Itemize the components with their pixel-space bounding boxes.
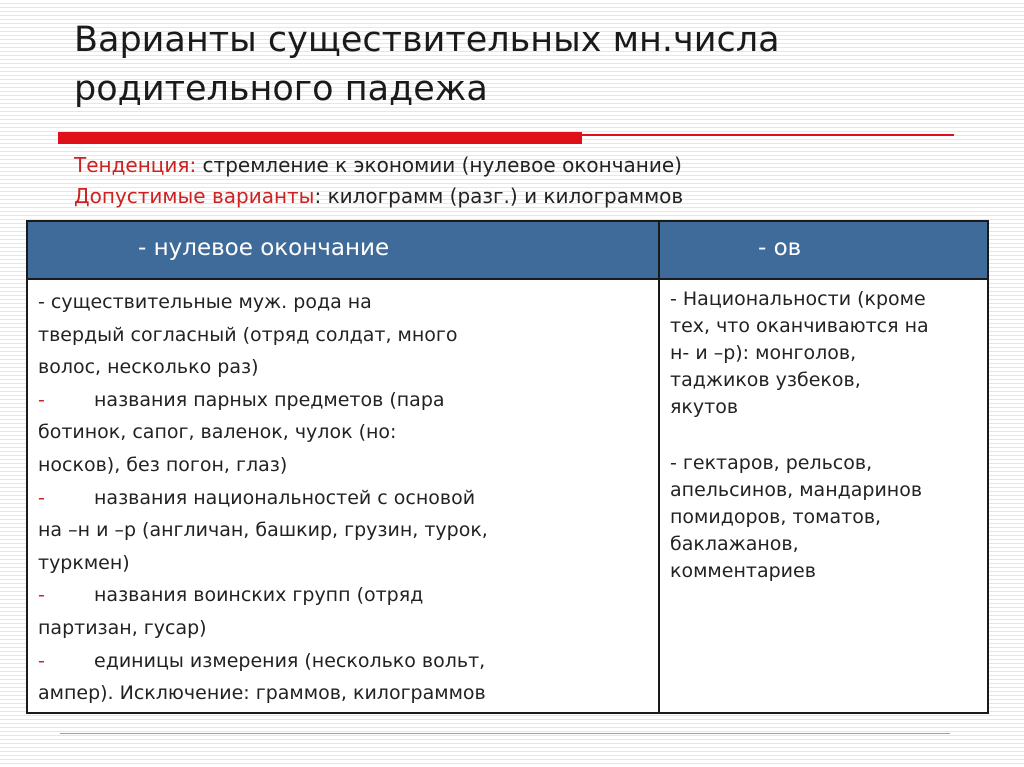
tendency-text: стремление к экономии (нулевое окончание) bbox=[196, 153, 682, 177]
ov-ending-cell bbox=[670, 286, 985, 585]
slide-title-line-1: Варианты существительных мн.числа bbox=[74, 20, 780, 60]
list-item-text: названия парных предметов (пара bbox=[94, 388, 445, 411]
header-ov-ending: - ов bbox=[758, 235, 802, 261]
words-line: баклажанов, bbox=[670, 533, 799, 555]
list-item bbox=[38, 482, 653, 515]
variants-line bbox=[74, 183, 683, 209]
tendency-label: Тенденция: bbox=[74, 153, 197, 177]
list-item-text: названия воинских групп (отряд bbox=[94, 584, 424, 607]
intro-line: - существительные муж. рода на bbox=[38, 291, 372, 313]
comparison-table bbox=[26, 220, 989, 714]
variants-text: : килограмм (разг.) и килограммов bbox=[314, 184, 684, 208]
tendency-line bbox=[74, 152, 682, 178]
words-line: - гектаров, рельсов, bbox=[670, 452, 873, 474]
list-item-continuation: ампер). Исключение: граммов, килограммов bbox=[38, 682, 486, 705]
list-item-continuation: ботинок, сапог, валенок, чулок (но: bbox=[38, 421, 397, 444]
bullet-dash: - bbox=[38, 584, 45, 607]
intro-line: волос, несколько раз) bbox=[38, 356, 259, 379]
list-item-continuation: на –н и –р (англичан, башкир, грузин, турок, bbox=[38, 519, 488, 542]
list-item-continuation: туркмен) bbox=[38, 551, 130, 574]
list-item bbox=[38, 384, 653, 417]
intro-line: твердый согласный (отряд солдат, много bbox=[38, 323, 458, 346]
bullet-dash: - bbox=[38, 388, 45, 411]
bullet-dash: - bbox=[38, 649, 45, 672]
nationality-line: таджиков узбеков, bbox=[670, 369, 861, 391]
block-spacer bbox=[670, 421, 985, 450]
list-item-text: единицы измерения (несколько вольт, bbox=[94, 649, 486, 672]
words-line: помидоров, томатов, bbox=[670, 506, 882, 528]
header-zero-ending: - нулевое окончание bbox=[138, 235, 390, 261]
words-line: комментариев bbox=[670, 560, 816, 582]
nationality-line: тех, что оканчиваются на bbox=[670, 315, 929, 337]
zero-ending-cell bbox=[38, 286, 653, 710]
list-item-continuation: партизан, гусар) bbox=[38, 616, 207, 639]
footer-rule bbox=[60, 733, 950, 734]
column-divider bbox=[658, 222, 660, 712]
title-accent-bar bbox=[58, 132, 582, 144]
list-item-continuation: носков), без погон, глаз) bbox=[38, 453, 288, 476]
slide-title-line-2: родительного падежа bbox=[74, 69, 488, 109]
words-line: апельсинов, мандаринов bbox=[670, 479, 923, 501]
slide-title bbox=[74, 16, 974, 114]
list-item bbox=[38, 645, 653, 678]
nationality-line: - Национальности (кроме bbox=[670, 288, 926, 310]
variants-label: Допустимые варианты bbox=[74, 184, 315, 208]
list-item-text: названия национальностей с основой bbox=[94, 486, 476, 509]
list-item bbox=[38, 579, 653, 612]
table-header bbox=[28, 222, 987, 280]
bullet-dash: - bbox=[38, 486, 45, 509]
nationality-line: н- и –р): монголов, bbox=[670, 342, 857, 364]
title-accent-line bbox=[582, 134, 954, 136]
nationality-line: якутов bbox=[670, 396, 739, 418]
